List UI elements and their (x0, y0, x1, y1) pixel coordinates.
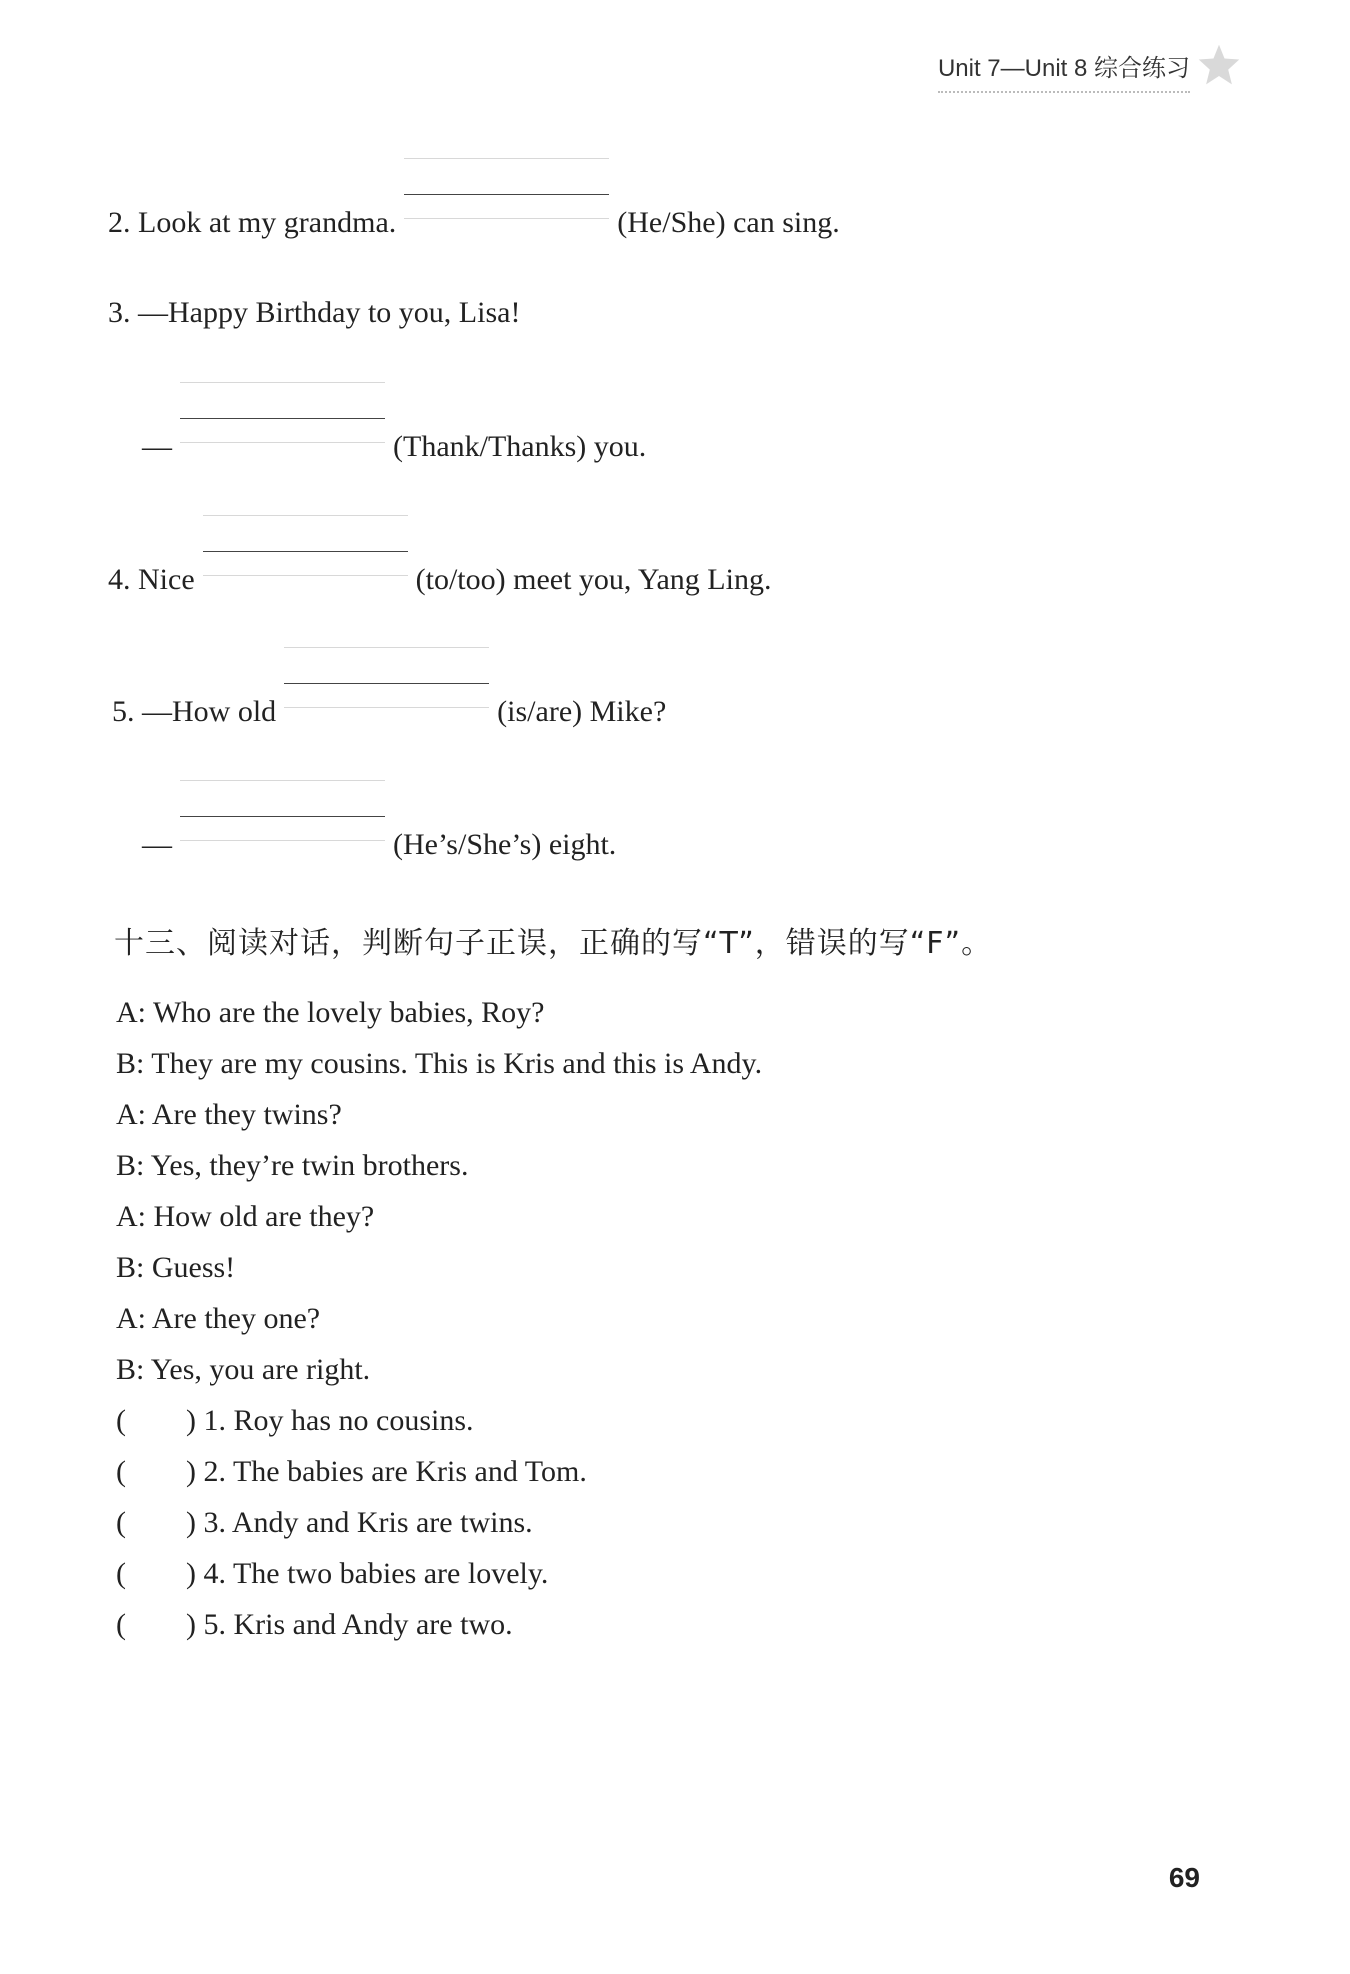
item-text-after: (He/She) can sing. (617, 206, 840, 239)
item-text-after: (He’s/She’s) eight. (393, 828, 617, 861)
answer-paren[interactable]: ( (116, 1557, 126, 1590)
fill-item-3-reply (142, 410, 646, 464)
answer-blank[interactable] (284, 675, 489, 721)
judgement-text: 1. Roy has no cousins. (203, 1404, 474, 1437)
item-text-before: Look at my grandma. (138, 206, 397, 239)
dialogue-line: B: Yes, you are right. (116, 1353, 371, 1386)
item-text-before: —Happy Birthday to you, Lisa! (138, 296, 521, 329)
star-icon (1196, 42, 1242, 88)
judgement-item: ( ) 2. The babies are Kris and Tom. (116, 1455, 587, 1488)
judgement-text: 5. Kris and Andy are two. (203, 1608, 513, 1641)
page-number: 69 (1168, 1862, 1200, 1893)
item-text-after: (to/too) meet you, Yang Ling. (415, 563, 772, 596)
judgement-text: 4. The two babies are lovely. (203, 1557, 549, 1590)
answer-blank[interactable] (180, 808, 385, 854)
answer-blank[interactable] (404, 186, 609, 232)
judgement-item: ( ) 5. Kris and Andy are two. (116, 1608, 513, 1641)
judgement-item: ( ) 1. Roy has no cousins. (116, 1404, 474, 1437)
answer-blank[interactable] (203, 543, 408, 589)
item-text-before: — (142, 828, 172, 861)
dialogue-line: A: Are they one? (116, 1302, 321, 1335)
item-text-before: — (142, 430, 172, 463)
fill-item-2 (108, 186, 840, 240)
dialogue-line: A: How old are they? (116, 1200, 375, 1233)
judgement-item: ( ) 4. The two babies are lovely. (116, 1557, 549, 1590)
section-title: 十三、阅读对话，判断句子正误，正确的写“T”，错误的写“F”。 (114, 926, 993, 961)
dialogue-line: A: Are they twins? (116, 1098, 342, 1131)
item-number: 5. (112, 695, 135, 728)
fill-item-5 (112, 675, 666, 729)
item-number: 3. (108, 296, 131, 329)
header-title: Unit 7—Unit 8 综合练习 (937, 55, 1190, 82)
answer-paren[interactable]: ( (116, 1455, 126, 1488)
item-number: 2. (108, 206, 131, 239)
answer-paren[interactable]: ( (116, 1506, 126, 1539)
answer-paren[interactable]: ( (116, 1608, 126, 1641)
judgement-item: ( ) 3. Andy and Kris are twins. (116, 1506, 533, 1539)
item-text-before: Nice (138, 563, 195, 596)
dialogue-line: A: Who are the lovely babies, Roy? (116, 996, 545, 1029)
judgement-text: 3. Andy and Kris are twins. (203, 1506, 533, 1539)
dialogue-line: B: Guess! (116, 1251, 236, 1284)
running-header (938, 48, 1190, 93)
item-text-before: —How old (142, 695, 277, 728)
item-text-after: (Thank/Thanks) you. (393, 430, 647, 463)
dialogue-line: B: Yes, they’re twin brothers. (116, 1149, 469, 1182)
answer-paren[interactable]: ( (116, 1404, 126, 1437)
judgement-text: 2. The babies are Kris and Tom. (203, 1455, 587, 1488)
dialogue-line: B: They are my cousins. This is Kris and this is Andy. (116, 1047, 763, 1080)
fill-item-3 (108, 296, 520, 330)
fill-item-4 (108, 543, 771, 597)
item-number: 4. (108, 563, 131, 596)
item-text-after: (is/are) Mike? (497, 695, 667, 728)
answer-blank[interactable] (180, 410, 385, 456)
fill-item-5-reply (142, 808, 616, 862)
